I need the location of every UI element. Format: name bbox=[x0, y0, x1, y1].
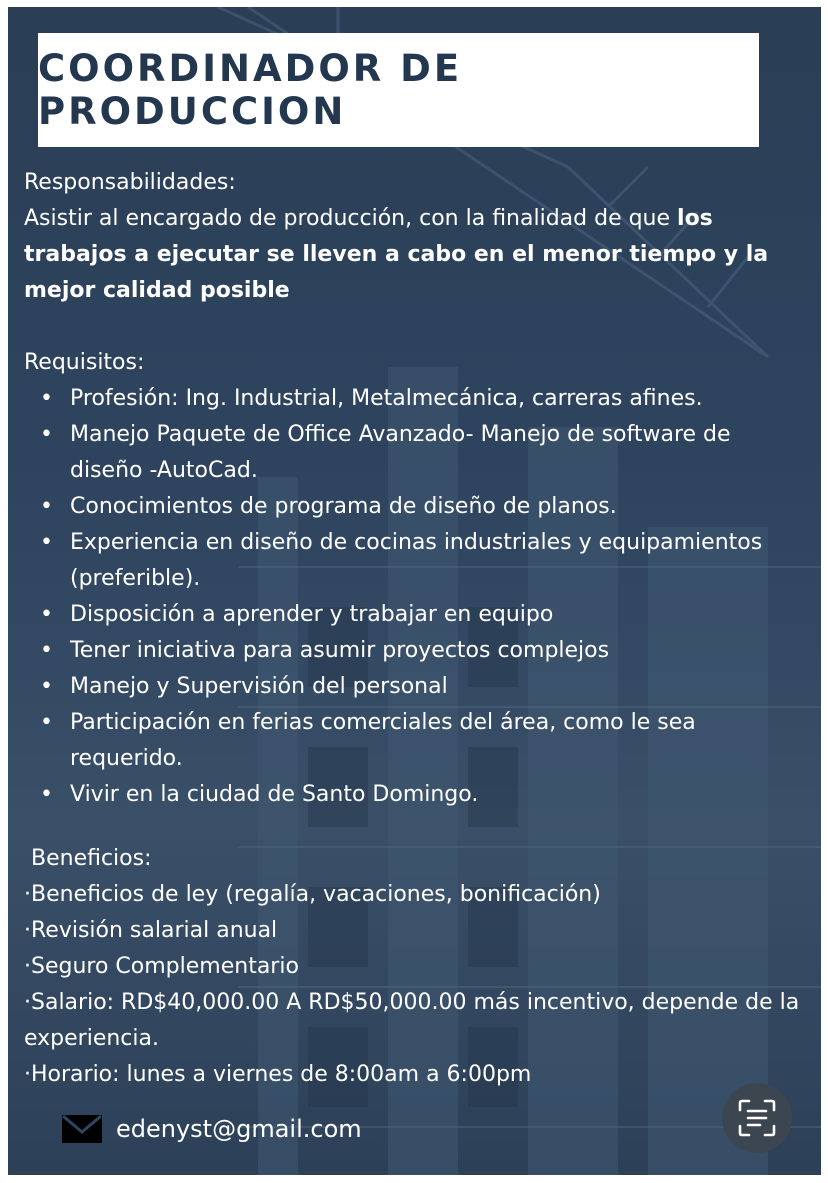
responsabilidades-text bbox=[24, 201, 794, 309]
list-item: • Profesión: Ing. Industrial, Metalmecánica, carreras afines. bbox=[70, 381, 804, 417]
list-item: ·Revisión salarial anual bbox=[24, 918, 278, 943]
scan-text-icon bbox=[736, 1097, 778, 1139]
list-item: ·Salario: RD$40,000.00 A RD$50,000.00 más incentivo, depende de la experiencia. bbox=[24, 990, 800, 1051]
contact-row bbox=[62, 1115, 362, 1143]
responsabilidades-text-bold: los trabajos a ejecutar se lleven a cabo en el menor tiempo y la mejor calidad posible bbox=[24, 206, 769, 303]
requisitos-heading: Requisitos: bbox=[24, 350, 145, 375]
list-item: • Disposición a aprender y trabajar en equipo bbox=[70, 597, 804, 633]
list-item: • Tener iniciativa para asumir proyectos complejos bbox=[70, 633, 804, 669]
responsabilidades-heading: Responsabilidades: bbox=[24, 170, 236, 195]
beneficios-heading: Beneficios: bbox=[24, 846, 152, 871]
beneficios-section bbox=[24, 841, 814, 1093]
job-title: COORDINADOR DE PRODUCCION bbox=[38, 47, 463, 133]
title-box bbox=[38, 33, 759, 147]
requisitos-list bbox=[24, 381, 804, 813]
list-item: ·Horario: lunes a viernes de 8:00am a 6:00pm bbox=[24, 1062, 532, 1087]
job-poster bbox=[8, 7, 821, 1175]
list-item: • Manejo Paquete de Office Avanzado- Manejo de software de diseño -AutoCad. bbox=[70, 417, 804, 489]
list-item: • Experiencia en diseño de cocinas industriales y equipamientos (preferible). bbox=[70, 525, 804, 597]
list-item: • Participación en ferias comerciales del área, como le sea requerido. bbox=[70, 705, 804, 777]
list-item: ·Seguro Complementario bbox=[24, 954, 299, 979]
list-item: • Vivir en la ciudad de Santo Domingo. bbox=[70, 777, 804, 813]
list-item: ·Beneficios de ley (regalía, vacaciones, bonificación) bbox=[24, 882, 601, 907]
list-item: • Conocimientos de programa de diseño de planos. bbox=[70, 489, 804, 525]
requisitos-section bbox=[24, 345, 804, 813]
contact-email[interactable]: edenyst@gmail.com bbox=[116, 1115, 362, 1143]
responsabilidades-section bbox=[24, 165, 794, 309]
mail-icon bbox=[62, 1115, 102, 1143]
responsabilidades-text-normal: Asistir al encargado de producción, con la finalidad de que bbox=[24, 206, 678, 231]
list-item: • Manejo y Supervisión del personal bbox=[70, 669, 804, 705]
scan-text-button[interactable] bbox=[722, 1083, 792, 1153]
